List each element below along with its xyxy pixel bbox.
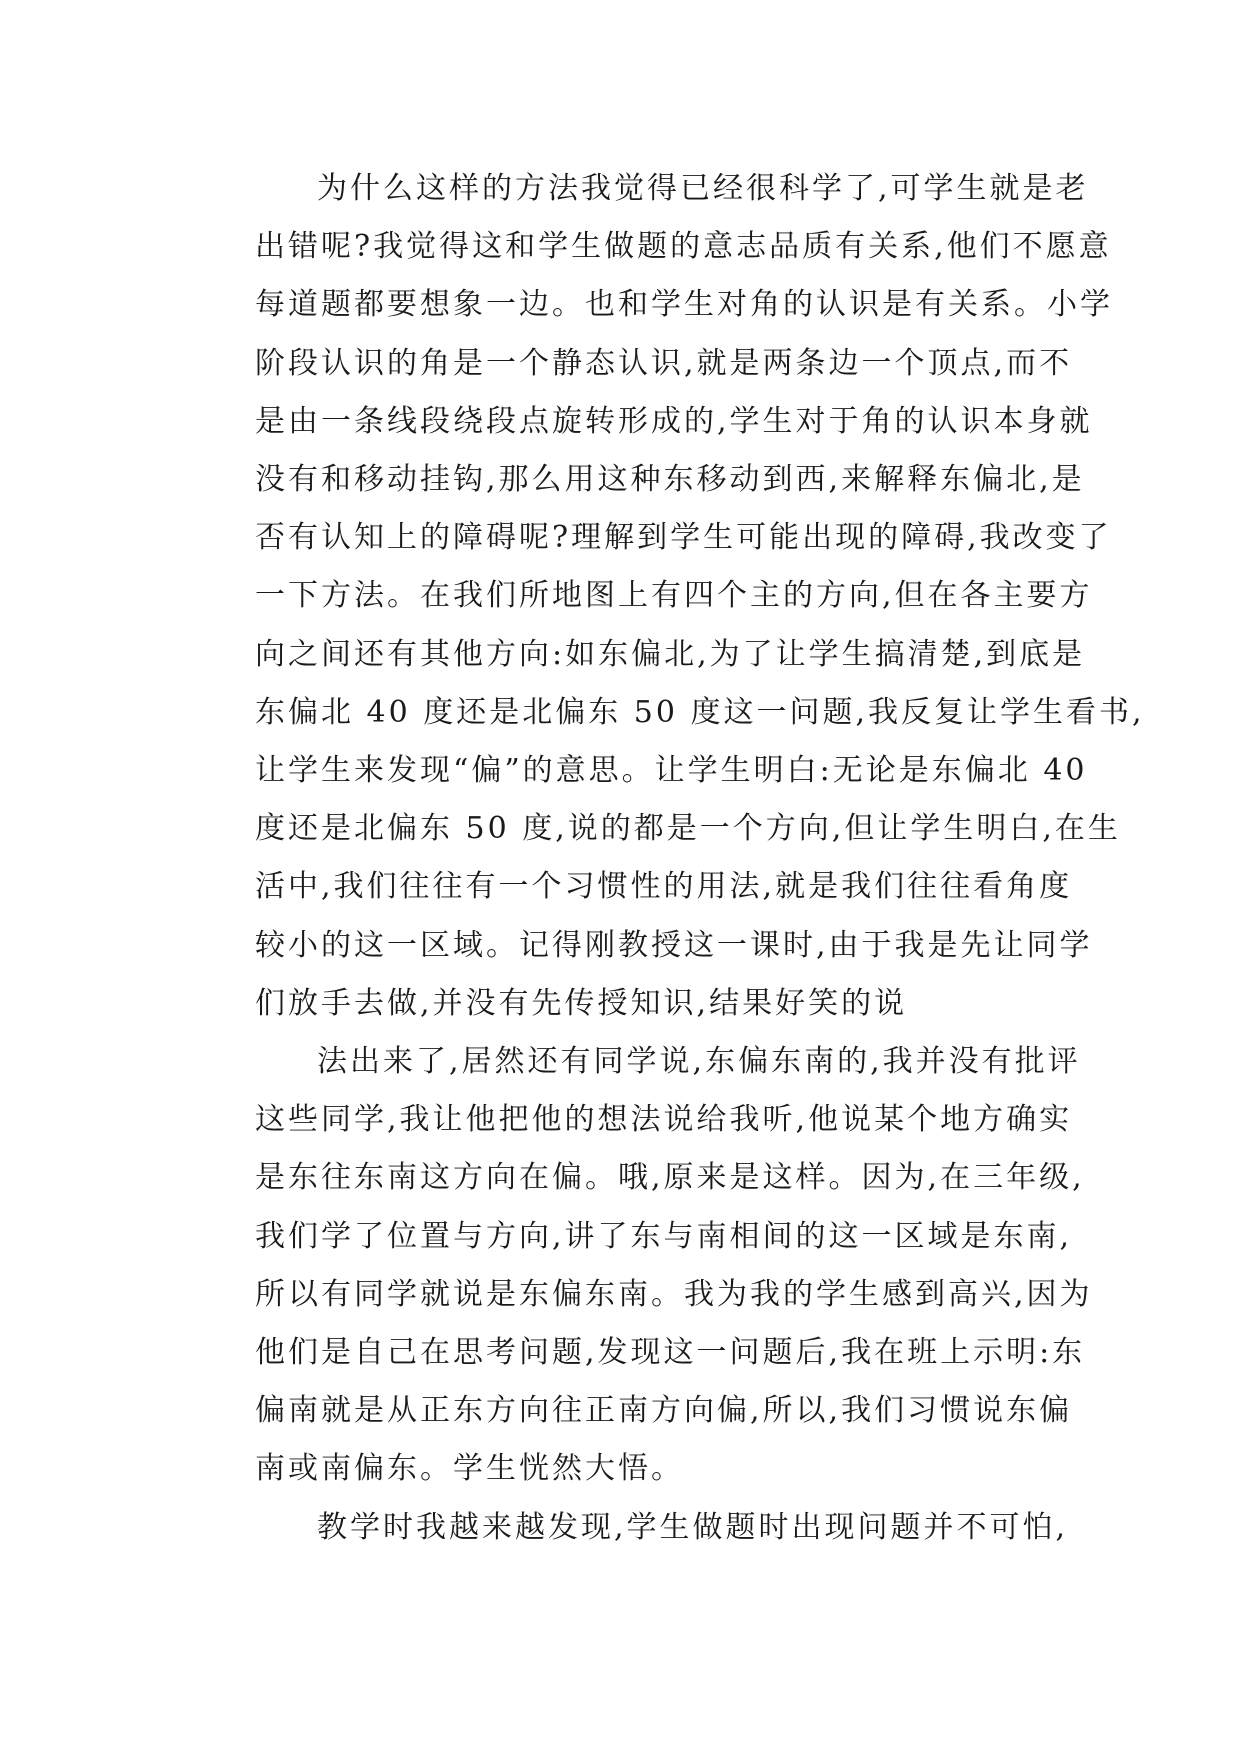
text-line: 一下方法。在我们所地图上有四个主的方向,但在各主要方 xyxy=(255,578,1093,614)
text-line: 偏南就是从正东方向往正南方向偏,所以,我们习惯说东偏 xyxy=(255,1393,1073,1429)
text-line: 教学时我越来越发现,学生做题时出现问题并不可怕, xyxy=(317,1509,1069,1545)
text-line: 否有认知上的障碍呢?理解到学生可能出现的障碍,我改变了 xyxy=(255,520,1112,556)
text-line: 他们是自己在思考问题,发现这一问题后,我在班上示明:东 xyxy=(255,1335,1086,1371)
text-line: 阶段认识的角是一个静态认识,就是两条边一个顶点,而不 xyxy=(255,345,1073,381)
text-line: 为什么这样的方法我觉得已经很科学了,可学生就是老 xyxy=(317,171,1089,206)
text-line: 南或南偏东。学生恍然大悟。 xyxy=(255,1451,684,1487)
text-line: 每道题都要想象一边。也和学生对角的认识是有关系。小学 xyxy=(255,287,1113,323)
text-line: 度还是北偏东 50 度,说的都是一个方向,但让学生明白,在生 xyxy=(255,811,1121,847)
text-line: 向之间还有其他方向:如东偏北,为了让学生搞清楚,到底是 xyxy=(255,636,1086,672)
text-line: 法出来了,居然还有同学说,东偏东南的,我并没有批评 xyxy=(317,1044,1081,1080)
paragraph-2 xyxy=(193,1033,1093,1499)
document-body xyxy=(193,160,1145,1557)
text-line: 是东往东南这方向在偏。哦,原来是这样。因为,在三年级, xyxy=(255,1160,1085,1196)
text-line: 们放手去做,并没有先传授知识,结果好笑的说 xyxy=(255,985,908,1021)
text-line: 出错呢?我觉得这和学生做题的意志品质有关系,他们不愿意 xyxy=(255,229,1112,265)
text-line: 让学生来发现“偏”的意思。让学生明白:无论是东偏北 40 xyxy=(255,753,1088,789)
paragraph-3 xyxy=(193,1499,1069,1557)
text-line: 是由一条线段绕段点旋转形成的,学生对于角的认识本身就 xyxy=(255,403,1093,439)
text-line: 这些同学,我让他把他的想法说给我听,他说某个地方确实 xyxy=(255,1102,1073,1138)
text-line: 没有和移动挂钩,那么用这种东移动到西,来解释东偏北,是 xyxy=(255,462,1085,498)
paragraph-1 xyxy=(193,160,1145,1033)
text-line: 所以有同学就说是东偏东南。我为我的学生感到高兴,因为 xyxy=(255,1276,1093,1312)
text-line: 东偏北 40 度还是北偏东 50 度这一问题,我反复让学生看书, xyxy=(255,694,1145,730)
text-line: 活中,我们往往有一个习惯性的用法,就是我们往往看角度 xyxy=(255,869,1073,905)
text-line: 较小的这一区域。记得刚教授这一课时,由于我是先让同学 xyxy=(255,927,1093,963)
text-line: 我们学了位置与方向,讲了东与南相间的这一区域是东南, xyxy=(255,1218,1073,1254)
